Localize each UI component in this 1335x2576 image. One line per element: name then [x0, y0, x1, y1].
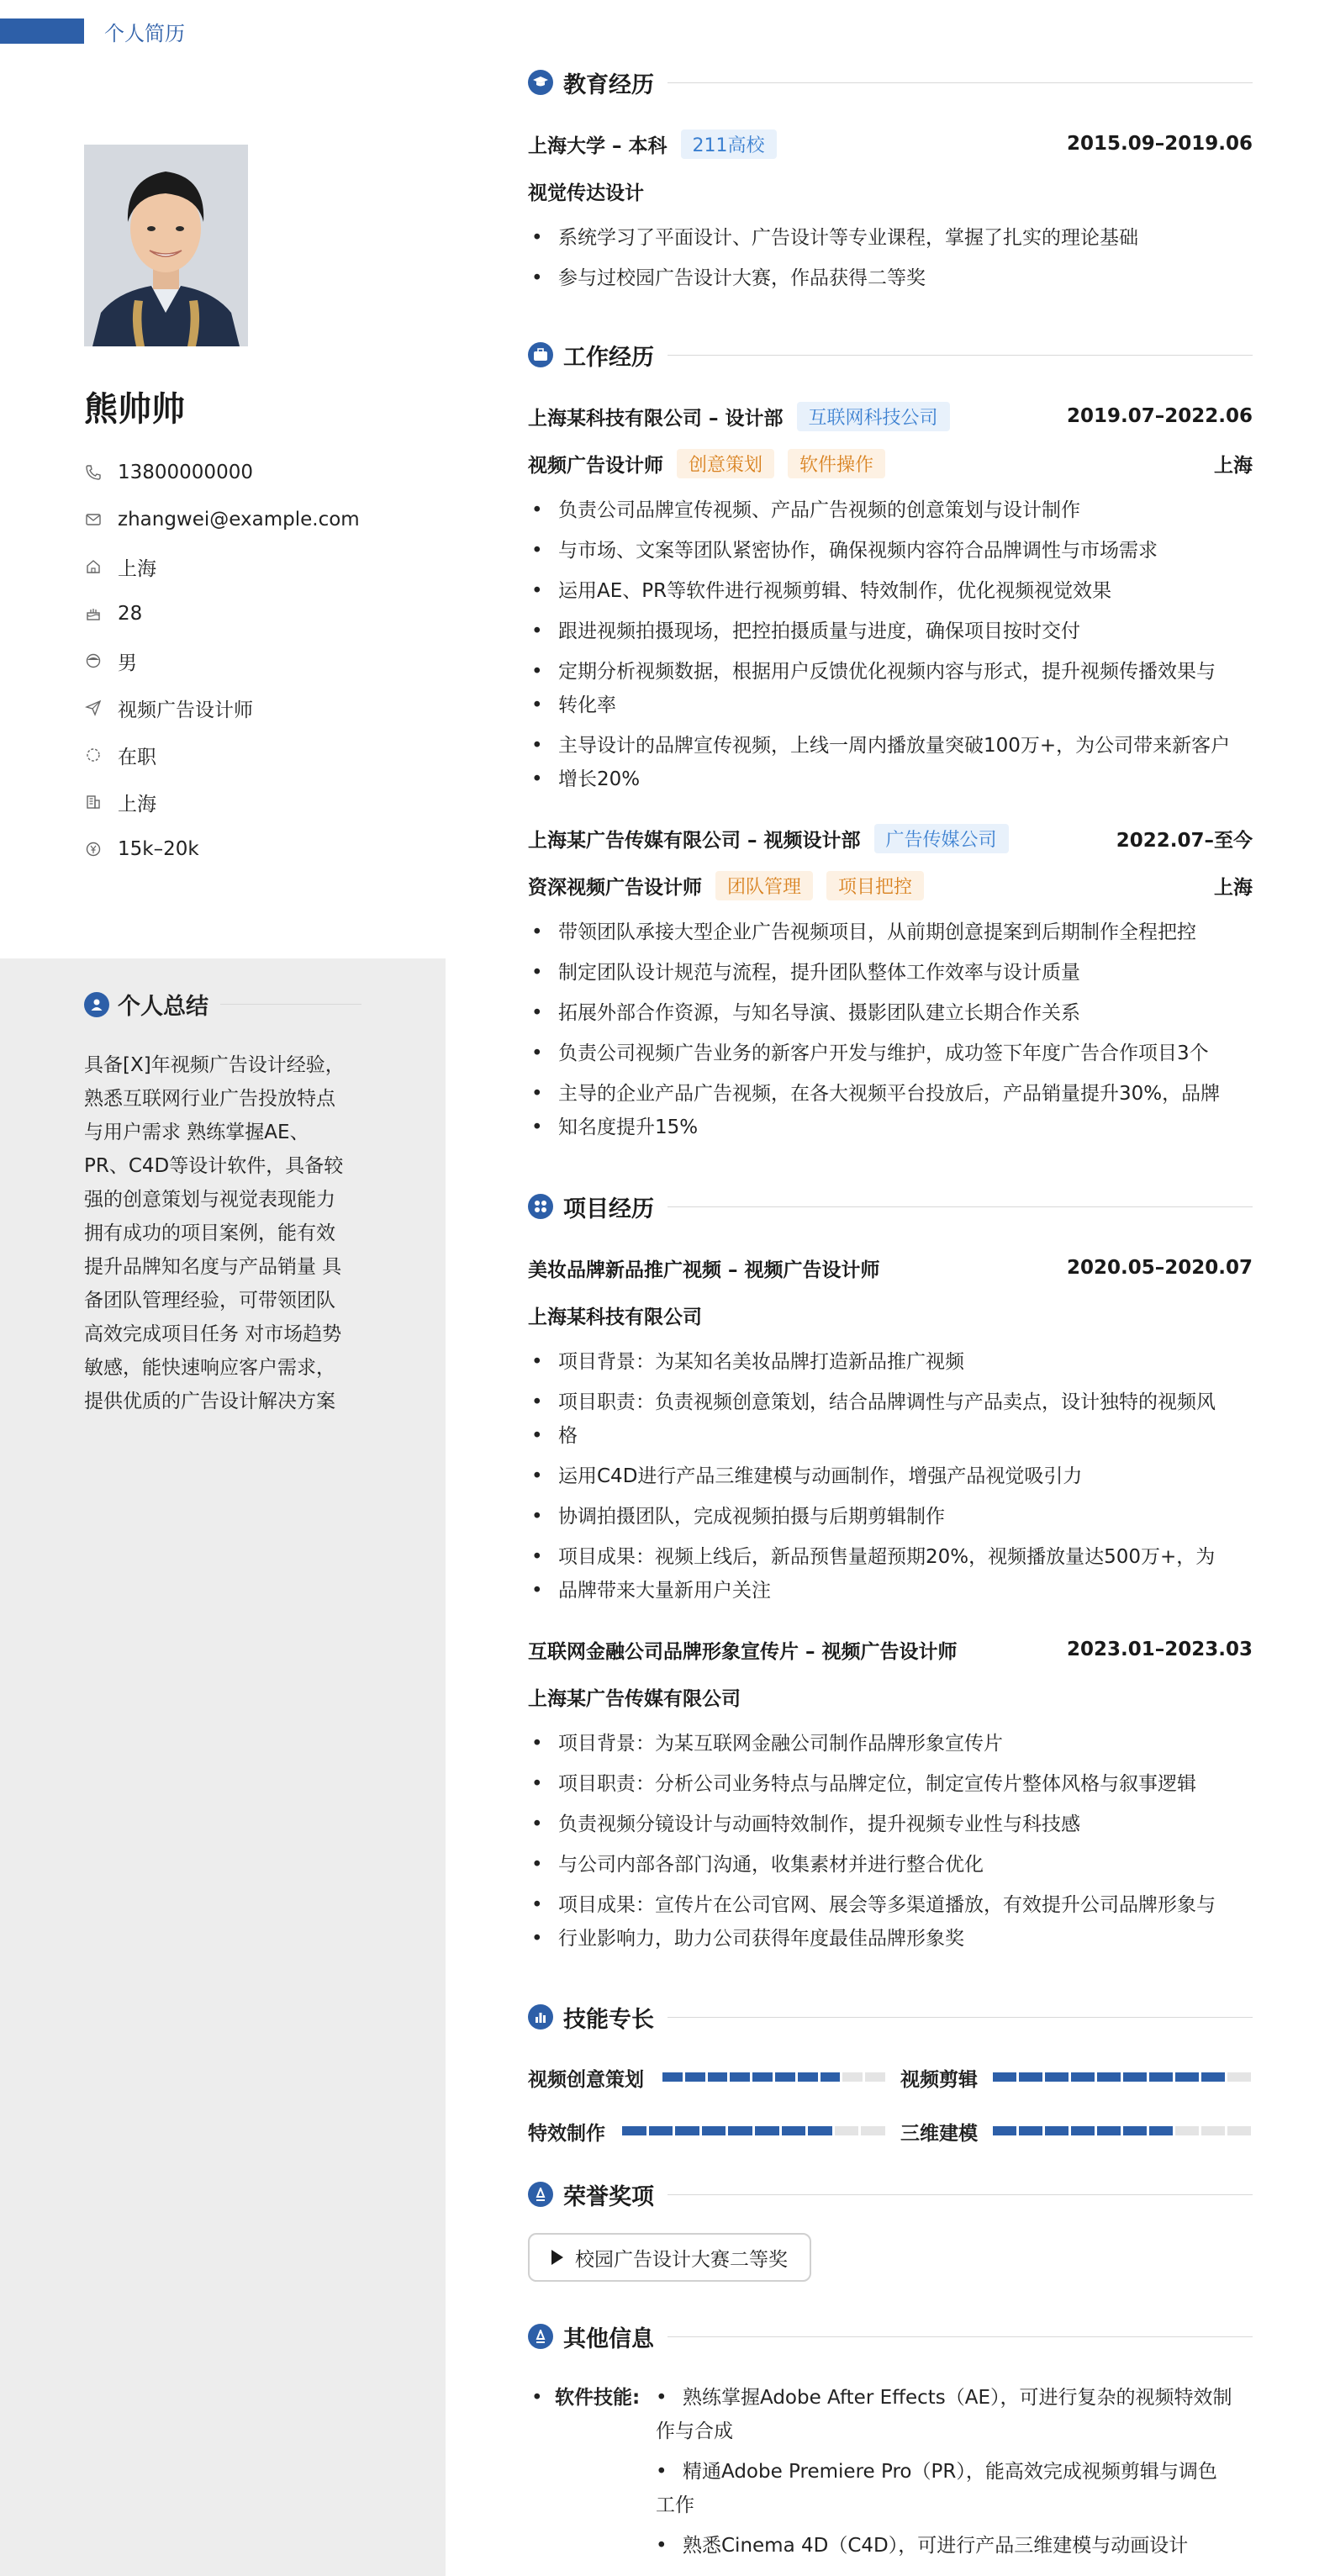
- education-title: 教育经历: [563, 71, 654, 98]
- list-item: • 带领团队承接大型企业广告视频项目，从前期创意提案到后期制作全程把控: [528, 916, 1253, 949]
- projects-heading: [528, 1190, 1253, 1223]
- divider: [668, 2336, 1253, 2337]
- summary-line: 强的创意策划与视觉表现能力: [84, 1189, 335, 1211]
- continued-text: 品牌带来大量新用户关注: [558, 1580, 771, 1602]
- other-line: 工作: [656, 2494, 694, 2516]
- skill-segment: [808, 2126, 832, 2135]
- info-text: 上海: [118, 793, 156, 816]
- summary-line: 拥有成功的项目案例，能有效: [84, 1222, 335, 1244]
- other-bullet: • 软件技能:: [531, 2387, 641, 2409]
- other-title: 其他信息: [563, 2325, 654, 2352]
- badge-text: 个人简历: [104, 21, 185, 45]
- building-icon: [84, 793, 103, 811]
- skill-segment: [730, 2072, 750, 2082]
- skill-segment: [675, 2126, 699, 2135]
- list-item: • 参与过校园广告设计大赛，作品获得二等奖: [528, 261, 1253, 295]
- info-text: 28: [118, 603, 143, 625]
- divider: [668, 355, 1253, 356]
- other-heading: [528, 2320, 1253, 2353]
- divider: [668, 82, 1253, 83]
- award-icon: [528, 2182, 553, 2207]
- summary-line: 熟悉互联网行业广告投放特点: [84, 1088, 335, 1110]
- info-title: [84, 684, 360, 731]
- info-text: 13800000000: [118, 462, 253, 483]
- avatar-portrait: [84, 145, 248, 346]
- list-item: • 制定团队设计规范与流程，提升团队整体工作效率与设计质量: [528, 956, 1253, 990]
- job-row: [528, 823, 1253, 853]
- project-date: 2023.01–2023.03: [1066, 1639, 1253, 1660]
- education-date: 2015.09–2019.06: [1066, 133, 1253, 155]
- skill-segment: [1227, 2072, 1251, 2082]
- job-date: 2022.07–至今: [1116, 829, 1253, 852]
- list-item: • 跟进视频拍摄现场，把控拍摄质量与进度，确保项目按时交付: [528, 615, 1253, 648]
- company-name: 上海某广告传媒有限公司 – 视频设计部: [528, 829, 861, 852]
- list-item: • 与公司内部各部门沟通，收集素材并进行整合优化: [528, 1848, 1253, 1882]
- skill-bar: [662, 2072, 888, 2082]
- project-name: 互联网金融公司品牌形象宣传片 – 视频广告设计师: [528, 1640, 958, 1663]
- list-item: • 运用C4D进行产品三维建模与动画制作，增强产品视觉吸引力: [528, 1460, 1253, 1493]
- other-line: 熟练掌握Adobe After Effects（AE），可进行复杂的视频特效制: [683, 2387, 1232, 2409]
- skill-segment: [1071, 2072, 1095, 2082]
- profile-name: 熊帅帅: [84, 390, 185, 429]
- user-icon: [84, 992, 109, 1017]
- skill-bar: [993, 2072, 1253, 2082]
- other-line: 精通Adobe Premiere Pro（PR），能高效完成视频剪辑与调色: [683, 2461, 1217, 2483]
- list-item: • 项目职责：分析公司业务特点与品牌定位，制定宣传片整体风格与叙事逻辑: [528, 1767, 1253, 1801]
- skill-tag: 创意策划: [677, 449, 774, 478]
- list-item-cont: [528, 1111, 1253, 1144]
- list-item: • 系统学习了平面设计、广告设计等专业课程，掌握了扎实的理论基础: [528, 221, 1253, 255]
- divider: [668, 2017, 1253, 2018]
- money-icon: [84, 840, 103, 858]
- info-gender: [84, 637, 360, 684]
- skill-segment: [1175, 2072, 1199, 2082]
- send-icon: [84, 699, 103, 717]
- skill-segment: [1201, 2072, 1225, 2082]
- major-row: [528, 176, 1253, 206]
- avatar: [84, 145, 248, 346]
- skill-segment: [993, 2126, 1016, 2135]
- list-item: • 项目职责：负责视频创意策划，结合品牌调性与产品卖点，设计独特的视频风: [528, 1386, 1253, 1419]
- info-text: 在职: [118, 746, 156, 768]
- skill-segment: [861, 2126, 885, 2135]
- list-item-cont: [528, 1922, 1253, 1956]
- list-item: • 精通Adobe Premiere Pro（PR），能高效完成视频剪辑与调色: [656, 2461, 1217, 2483]
- skill-segment: [782, 2126, 806, 2135]
- role-row: [528, 448, 1253, 478]
- summary-line: 高效完成项目任务 对市场趋势: [84, 1323, 342, 1345]
- skill-segment: [865, 2072, 885, 2082]
- skill-segment: [1019, 2126, 1042, 2135]
- summary-title: 个人总结: [118, 994, 208, 1020]
- info-status: [84, 731, 360, 779]
- skill-segment: [1149, 2126, 1173, 2135]
- other-line: 作与合成: [656, 2420, 733, 2442]
- skill-tag: 团队管理: [715, 871, 813, 900]
- job-city: 上海: [1214, 454, 1253, 477]
- list-item-cont: [528, 689, 1253, 722]
- skill-segment: [1071, 2126, 1095, 2135]
- skill-tag: 项目把控: [826, 871, 924, 900]
- skill-bar: [993, 2126, 1253, 2135]
- company-name: 上海某科技有限公司 – 设计部: [528, 407, 784, 430]
- honors-heading: [528, 2177, 1253, 2211]
- skill-segment: [798, 2072, 818, 2082]
- skill-segment: [842, 2072, 863, 2082]
- list-item: • 与市场、文案等团队紧密协作，确保视频内容符合品牌调性与市场需求: [528, 534, 1253, 567]
- skill-segment: [728, 2126, 752, 2135]
- info-home: [84, 543, 360, 590]
- info-text: 15k–20k: [118, 838, 199, 860]
- education-row: [528, 129, 1253, 159]
- project-date: 2020.05–2020.07: [1066, 1257, 1253, 1279]
- divider: [668, 1206, 1253, 1207]
- skill-segment: [622, 2126, 646, 2135]
- honors-title: 荣誉奖项: [563, 2183, 654, 2210]
- summary-line: 提供优质的广告设计解决方案: [84, 1391, 335, 1412]
- grid-icon: [528, 1194, 553, 1219]
- list-item: • 熟悉Cinema 4D（C4D），可进行产品三维建模与动画设计: [656, 2535, 1189, 2557]
- skill-tag: 软件操作: [788, 449, 885, 478]
- project-company: 上海某科技有限公司: [528, 1306, 702, 1328]
- info-text: 上海: [118, 557, 156, 580]
- job-city: 上海: [1214, 876, 1253, 899]
- skills-heading: [528, 2000, 1253, 2034]
- skill-segment: [1019, 2072, 1042, 2082]
- list-item: • 负责视频分镜设计与动画特效制作，提升视频专业性与科技感: [528, 1808, 1253, 1841]
- project-row: [528, 1253, 1253, 1283]
- phone-icon: [84, 463, 103, 482]
- skill-segment: [821, 2072, 841, 2082]
- work-heading: [528, 338, 1253, 372]
- list-item-cont: [528, 763, 1253, 796]
- honor-item[interactable]: [528, 2233, 811, 2282]
- list-item: • 项目成果：视频上线后，新品预售量超预期20%，视频播放量达500万+，为: [528, 1540, 1253, 1574]
- summary-line: 与用户需求 熟练掌握AE、: [84, 1122, 309, 1143]
- skill-segment: [1123, 2072, 1147, 2082]
- job-date: 2019.07–2022.06: [1066, 405, 1253, 427]
- skill-segment: [775, 2072, 795, 2082]
- continued-text: 增长20%: [558, 768, 641, 790]
- continued-text: 格: [558, 1425, 578, 1447]
- info-phone: [84, 449, 360, 496]
- skill-segment: [685, 2072, 705, 2082]
- skill-segment: [1201, 2126, 1225, 2135]
- summary-line: 提升品牌知名度与产品销量 具: [84, 1256, 342, 1278]
- project-company: 上海某广告传媒有限公司: [528, 1687, 741, 1710]
- other-line: 熟悉Cinema 4D（C4D），可进行产品三维建模与动画设计: [683, 2535, 1189, 2557]
- summary-line: 备团队管理经验，可带领团队: [84, 1290, 335, 1312]
- skill-segment: [1175, 2126, 1199, 2135]
- list-item: • 拓展外部合作资源，与知名导演、摄影团队建立长期合作关系: [528, 996, 1253, 1030]
- divider: [220, 1004, 361, 1005]
- summary-heading: [84, 988, 361, 1021]
- list-item: • 负责公司视频广告业务的新客户开发与维护，成功签下年度广告合作项目3个: [528, 1037, 1253, 1070]
- skill-segment: [649, 2126, 673, 2135]
- list-item: • 主导设计的品牌宣传视频，上线一周内播放量突破100万+，为公司带来新客户: [528, 729, 1253, 763]
- list-item: • 主导的企业产品广告视频，在各大视频平台投放后，产品销量提升30%，品牌: [528, 1077, 1253, 1111]
- list-item: • 熟练掌握Adobe After Effects（AE），可进行复杂的视频特效制: [656, 2387, 1232, 2409]
- info-age: [84, 590, 360, 637]
- list-item: • 定期分析视频数据，根据用户反馈优化视频内容与形式，提升视频传播效果与: [528, 655, 1253, 689]
- project-company-row: [528, 1300, 1253, 1330]
- list-item: • 运用AE、PR等软件进行视频剪辑、特效制作，优化视频视觉效果: [528, 574, 1253, 608]
- list-item-cont: [528, 1419, 1253, 1453]
- major: 视觉传达设计: [528, 182, 644, 204]
- other-label: 软件技能:: [555, 2387, 641, 2409]
- skills-title: 技能专长: [563, 2006, 654, 2033]
- info-salary: [84, 826, 360, 873]
- summary-line: 具备[X]年视频广告设计经验，: [84, 1054, 345, 1076]
- skill-segment: [702, 2126, 726, 2135]
- cake-icon: [84, 604, 103, 623]
- mail-icon: [84, 510, 103, 529]
- badge-bar: [0, 18, 84, 44]
- graduation-cap-icon: [528, 70, 553, 95]
- list-item: • 项目背景：为某知名美妆品牌打造新品推广视频: [528, 1345, 1253, 1379]
- company-tag: 广告传媒公司: [874, 824, 1009, 853]
- briefcase-icon: [528, 342, 553, 367]
- continued-text: 知名度提升15%: [558, 1116, 699, 1138]
- summary-line: PR、C4D等设计软件，具备较: [84, 1155, 344, 1177]
- resume-badge: [0, 18, 185, 44]
- skill-segment: [752, 2072, 773, 2082]
- skill-segment: [1045, 2126, 1069, 2135]
- summary-line: 敏感，能快速响应客户需求，: [84, 1357, 335, 1379]
- summary-text: [84, 1048, 361, 1418]
- skill-segment: [755, 2126, 779, 2135]
- list-item-cont: [656, 2415, 733, 2448]
- skill-segment: [1227, 2126, 1251, 2135]
- school-name: 上海大学 – 本科: [528, 135, 668, 157]
- list-item-cont: [656, 2489, 694, 2522]
- status-icon: [84, 746, 103, 764]
- project-company-row: [528, 1681, 1253, 1712]
- bar-chart-icon: [528, 2004, 553, 2030]
- job-role: 视频广告设计师: [528, 454, 663, 477]
- info-city: [84, 779, 360, 826]
- gender-icon: [84, 652, 103, 670]
- home-icon: [84, 557, 103, 576]
- skill-bar: [622, 2126, 888, 2135]
- list-item: • 项目成果：宣传片在公司官网、展会等多渠道播放，有效提升公司品牌形象与: [528, 1888, 1253, 1922]
- list-item: • 负责公司品牌宣传视频、产品广告视频的创意策划与设计制作: [528, 494, 1253, 527]
- work-title: 工作经历: [563, 344, 654, 371]
- project-row: [528, 1634, 1253, 1665]
- skill-segment: [1097, 2072, 1121, 2082]
- info-email: [84, 496, 360, 543]
- info-text: 男: [118, 652, 137, 674]
- skill-segment: [708, 2072, 728, 2082]
- honor-text: 校园广告设计大赛二等奖: [575, 2248, 788, 2271]
- school-tag: 211高校: [681, 129, 777, 159]
- skill-segment: [1097, 2126, 1121, 2135]
- skill-segment: [662, 2072, 683, 2082]
- project-name: 美妆品牌新品推广视频 – 视频广告设计师: [528, 1259, 880, 1281]
- skill-segment: [1123, 2126, 1147, 2135]
- list-item: • 项目背景：为某互联网金融公司制作品牌形象宣传片: [528, 1727, 1253, 1760]
- divider: [668, 2194, 1253, 2195]
- skill-segment: [1149, 2072, 1173, 2082]
- continued-text: 行业影响力，助力公司获得年度最佳品牌形象奖: [558, 1928, 964, 1950]
- education-heading: [528, 66, 1253, 99]
- job-role: 资深视频广告设计师: [528, 876, 702, 899]
- projects-title: 项目经历: [563, 1196, 654, 1222]
- company-tag: 互联网科技公司: [797, 402, 950, 431]
- skill-segment: [993, 2072, 1016, 2082]
- list-item-cont: [528, 1574, 1253, 1607]
- info-text: 视频广告设计师: [118, 699, 253, 721]
- skill-segment: [835, 2126, 859, 2135]
- continued-text: 转化率: [558, 694, 616, 716]
- role-row: [528, 870, 1253, 900]
- play-icon: [551, 2250, 563, 2265]
- info-icon: [528, 2324, 553, 2349]
- list-item: • 协调拍摄团队，完成视频拍摄与后期剪辑制作: [528, 1500, 1253, 1533]
- info-text: zhangwei@example.com: [118, 509, 360, 531]
- skill-segment: [1045, 2072, 1069, 2082]
- contact-info-list: [84, 449, 360, 873]
- job-row: [528, 401, 1253, 431]
